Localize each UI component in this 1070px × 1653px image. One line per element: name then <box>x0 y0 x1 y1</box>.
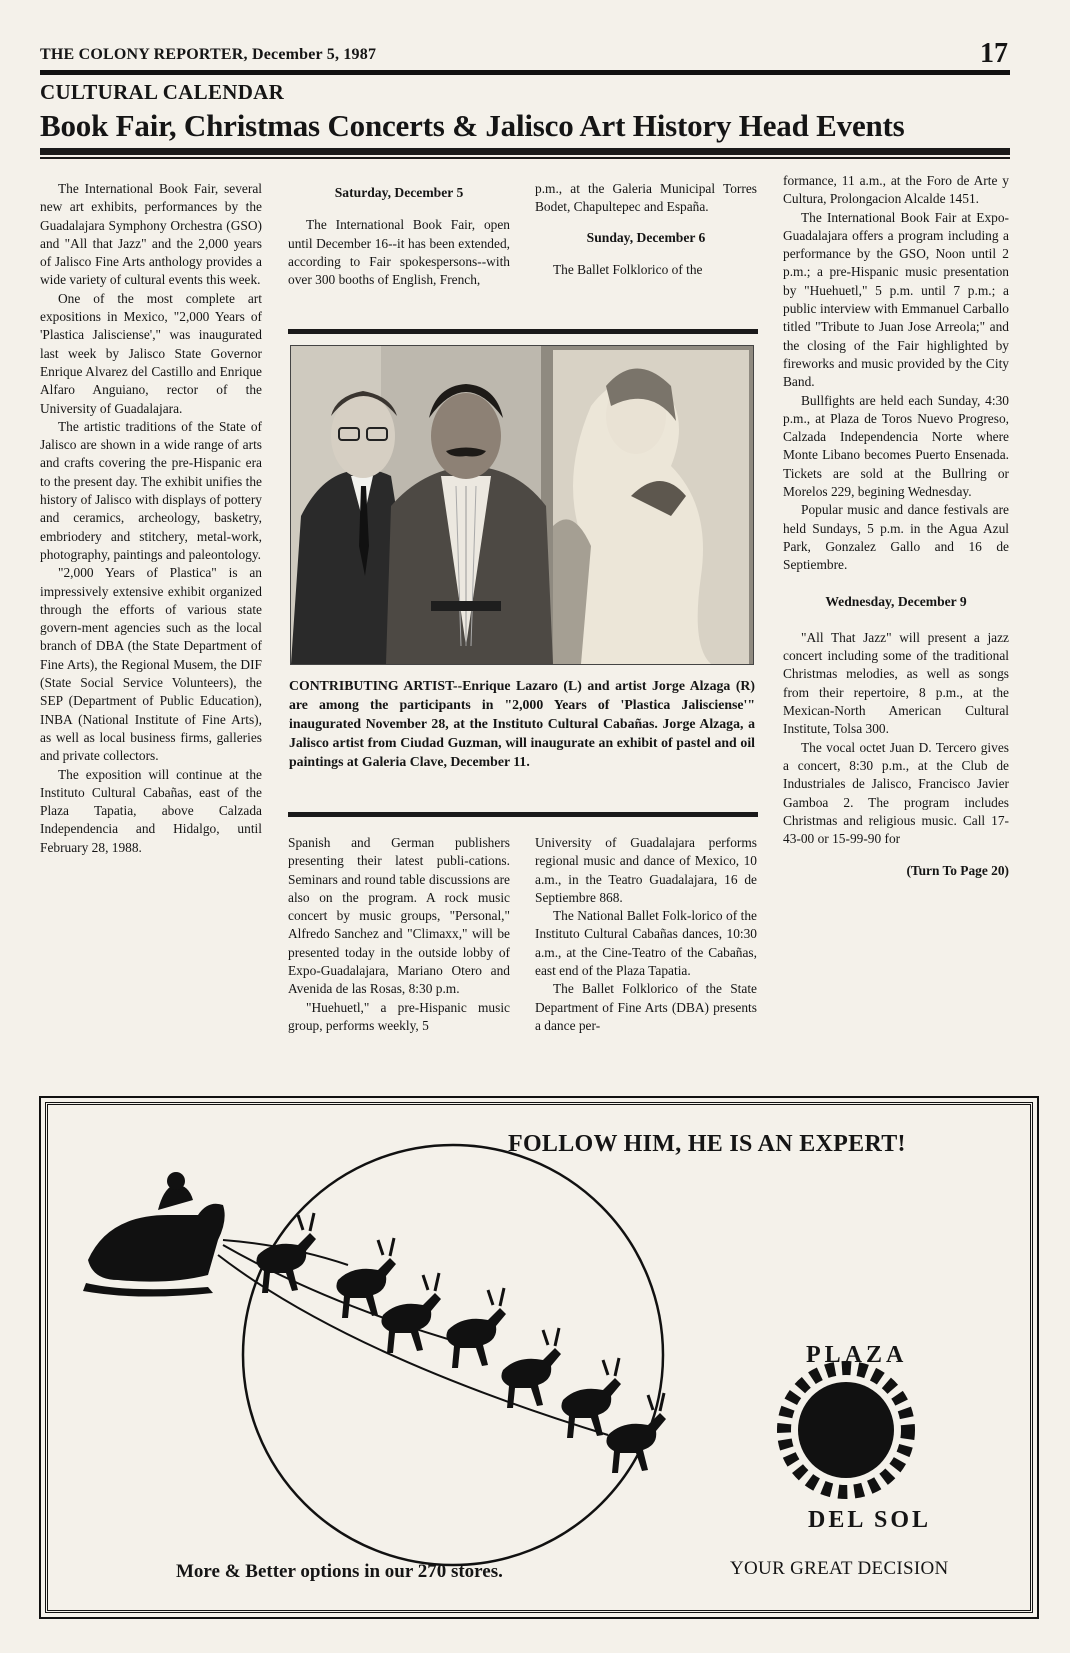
column-2-bottom <box>288 834 510 1035</box>
article-paragraph: "2,000 Years of Plastica" is an impressively extensive exhibit organized through the efforts of various state govern-ment agencies such as the local branch of DBA (the State Department of Fine Arts), the Regional Musem, the DIF (State Social Service Volunteers), the SEP (Department of Public Education), INBA (National Institute of Fine Arts), as well as local business firms, galleries and private collectors. <box>40 565 262 764</box>
day-heading: Saturday, December 5 <box>334 185 464 200</box>
article-paragraph: The International Book Fair, several new art exhibits, performances by the Guadalajara Symphony Orchestra (GSO) and "All that Jazz" and the 2,000 years of Jalisco Fine Arts anthology provides a wide variety of cultural events this week. <box>40 181 262 288</box>
article-paragraph: formance, 11 a.m., at the Foro de Arte y Cultura, Prolongacion Alcalde 1451. <box>783 173 1009 207</box>
masthead <box>40 40 1010 75</box>
article-paragraph: The International Book Fair at Expo-Guadalajara offers a program including a performance by the GSO, Noon until 2 p.m.; a pre-Hispanic music presentation by "Huehuetl," 5 p.m. until 7 p.m.; a public interview with Emmanuel Carballo titled "Tribute to Juan Jose Arreola;" and the closing of the Fair highlighted by fireworks and music provided by the City Band. <box>783 209 1009 390</box>
day-heading: Sunday, December 6 <box>586 229 706 245</box>
ad-tagline: More & Better options in our 270 stores. <box>176 1561 503 1582</box>
logo-top-text: PLAZA <box>806 1342 908 1368</box>
page-number: 17 <box>980 38 1008 69</box>
article-paragraph: University of Guadalajara performs regional music and dance of Mexico, 10 a.m., in the Teatro Guadalajara, 16 de Septiembre 868. <box>535 835 757 905</box>
day-heading: Wednesday, December 9 <box>825 593 967 609</box>
plaza-del-sol-advertisement <box>45 1102 1033 1613</box>
logo-bottom-text: DEL SOL <box>808 1507 932 1533</box>
article-paragraph: The Ballet Folklorico of the State Department of Fine Arts (DBA) presents a dance per- <box>535 981 757 1033</box>
column-1 <box>40 180 262 857</box>
photo-caption: CONTRIBUTING ARTIST--Enrique Lazaro (L) and artist Jorge Alzaga (R) are among the participants in "2,000 Years of 'Plastica Jalisciense'" inaugurated November 28, at the Instituto Cultural Cabañas. Jorge Alzaga, a Jalisco artist from Ciudad Guzman, will inaugurate an exhibit of pastel and oil paintings at Galeria Clave, December 11. <box>289 678 755 769</box>
article-paragraph: The Ballet Folklorico of the <box>553 261 703 277</box>
article-paragraph: One of the most complete art expositions in Mexico, "2,000 Years of 'Plastica Jalisciense'," was inaugurated last week by Jalisco State Governor Enrique Alvarez del Castillo and Enrique Alfaro Anguiano, rector of the University of Guadalajara. <box>40 290 262 416</box>
photo-artwork <box>291 346 753 664</box>
article-paragraph: The National Ballet Folk-lorico of the Instituto Cultural Cabañas dances, 10:30 a.m., at the Cine-Teatro of the Cabañas, east end of the Plaza Tapatia. <box>535 908 757 979</box>
caption-bottom-rule <box>288 812 758 817</box>
article-paragraph: The International Book Fair, open until December 16--it has been extended, according to Fair spokespersons--with over 300 booths of English, French, <box>288 217 510 288</box>
ad-headline: FOLLOW HIM, HE IS AN EXPERT! <box>508 1131 906 1157</box>
section-label: CULTURAL CALENDAR <box>40 80 285 104</box>
publication-line: THE COLONY REPORTER, December 5, 1987 <box>40 46 377 63</box>
article-paragraph: Spanish and German publishers presenting their latest publi-cations. Seminars and round table discussions are also on the program. A rock music concert by music groups, "Personal," Alfredo Sanchez and "Climaxx," will be presented today in the outside lobby of Expo-Guadalajara, Mariano Otero and Avenida de las Rosas, 8:30 p.m. <box>288 835 510 997</box>
column-3-top <box>535 180 757 279</box>
headline-rule <box>40 148 1010 155</box>
article-paragraph: "All That Jazz" will present a jazz concert including some of the traditional Christmas melodies, as well as songs from their repertoire, 8 p.m., at the Mexican-North American Cultural Institute, Tolsa 300. <box>783 629 1009 737</box>
headline: Book Fair, Christmas Concerts & Jalisco Art History Head Events <box>40 108 905 143</box>
column-2-top <box>288 180 510 289</box>
continuation-note: (Turn To Page 20) <box>906 863 1009 879</box>
article-paragraph: "Huehuetl," a pre-Hispanic music group, performs weekly, 5 <box>288 999 510 1033</box>
headline-rule-thin <box>40 157 1010 159</box>
column-3-bottom <box>535 834 757 1035</box>
article-paragraph: Popular music and dance festivals are held Sundays, 5 p.m. in the Agua Azul Park, Gonzalez Gallo and 16 de Septiembre. <box>783 502 1009 573</box>
article-paragraph: p.m., at the Galeria Municipal Torres Bodet, Chapultepec and España. <box>535 181 757 215</box>
ad-closing-line: YOUR GREAT DECISION <box>730 1558 949 1579</box>
event-photo <box>290 345 754 665</box>
article-paragraph: The exposition will continue at the Instituto Cultural Cabañas, east of the Plaza Tapatia, above Calzada Independencia and Hidalgo, until February 28, 1988. <box>40 766 262 855</box>
article-paragraph: Bullfights are held each Sunday, 4:30 p.m., at Plaza de Toros Nuevo Progreso, Calzada Independencia Norte where Monte Libano becomes Puerto Ensenada. Tickets are sold at the Bullring or Morelos 229, begining Wednesday. <box>783 392 1009 500</box>
column-4 <box>783 172 1009 881</box>
photo-top-rule <box>288 329 758 334</box>
plaza-del-sol-logo <box>784 1368 908 1492</box>
article-paragraph: The artistic traditions of the State of Jalisco are shown in a wide range of arts and crafts covering the pre-Hispanic era to the present day. The exhibit unifies the history of Jalisco with displays of pottery and ceramics, archeology, basketry, embriodery and stitchery, metal-work, photography, paintings and paleontology. <box>40 418 262 562</box>
article-paragraph: The vocal octet Juan D. Tercero gives a concert, 8:30 p.m., at the Club de Industriales de Jalisco, Francisco Javier Gamboa 2. The program includes Christmas and religious music. Call 17-43-00 or 15-99-90 for <box>783 739 1009 847</box>
